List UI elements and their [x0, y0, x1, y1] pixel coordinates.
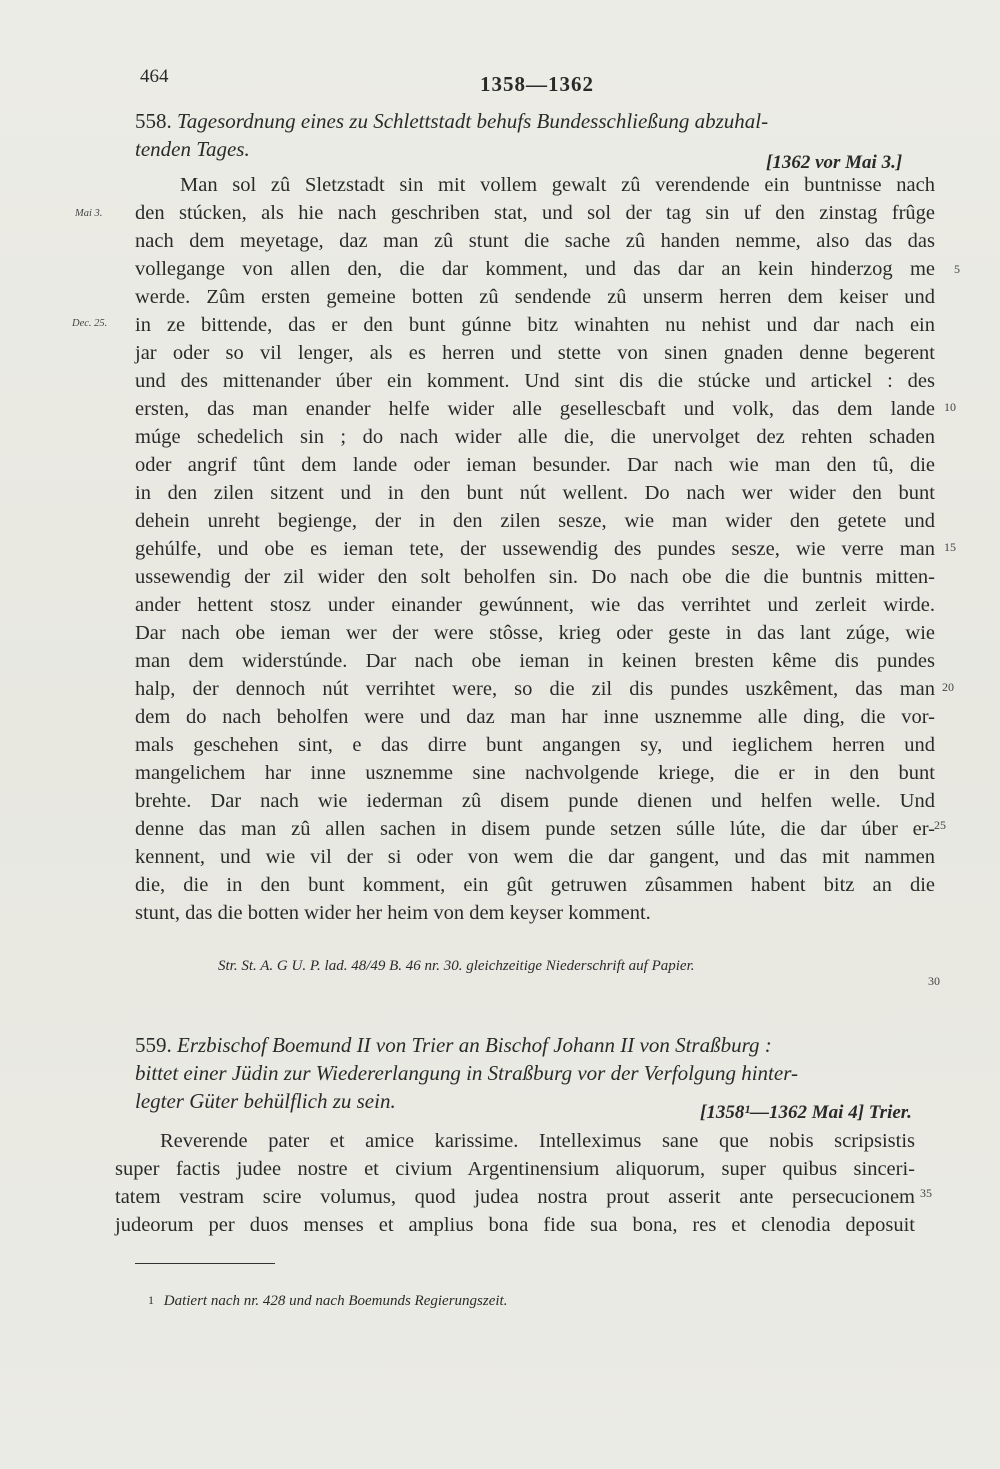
- doc-558-number: 558.: [135, 109, 172, 133]
- doc-559-number: 559.: [135, 1033, 172, 1057]
- footnote: [148, 1293, 507, 1310]
- doc-558-line: nach dem meyetage, daz man zû stunt die sache zû handen nemme, also das das: [135, 230, 935, 252]
- line-number: 35: [920, 1186, 932, 1200]
- doc-558-line: mangelichem har inne usznemme sine nachvolgende kriege, die er in den bunt: [135, 762, 935, 784]
- running-head: 1358—1362: [480, 72, 594, 96]
- doc-558-line: den stúcken, als hie nach geschriben stat, und sol der tag sin uf den zinstag frûge: [135, 202, 935, 224]
- doc-558-line: Man sol zû Sletzstadt sin mit vollem gewalt zû verendende ein buntnisse nach: [180, 174, 935, 196]
- doc-559-title-line3: legter Güter behülflich zu sein.: [135, 1089, 396, 1113]
- doc-558-line: in ze bittende, das er den bunt gúnne bitz winahten nu nehist und dar nach ein: [135, 314, 935, 336]
- doc-559-heading: [135, 1030, 935, 1060]
- line-number: 10: [944, 400, 956, 414]
- margin-note-date: Mai 3.: [75, 208, 103, 219]
- doc-558-line: mals geschehen sint, e das dirre bunt angangen sy, und ieglichem herren und: [135, 734, 935, 756]
- doc-558-heading: [135, 106, 935, 136]
- doc-558-line: gehúlfe, und obe es ieman tete, der ussewendig des pundes sesze, wie verre man: [135, 538, 935, 560]
- source-citation: Str. St. A. G U. P. lad. 48/49 B. 46 nr. 30. gleichzeitige Niederschrift auf Papier.: [218, 958, 695, 974]
- doc-558-line: in den zilen sitzent und in den bunt nút wellent. Do nach wer wider den bunt: [135, 482, 935, 504]
- doc-558-line: stunt, das die botten wider her heim von dem keyser komment.: [135, 902, 651, 924]
- doc-559-line: tatem vestram scire volumus, quod judea nostra prout asserit ante persecucionem: [115, 1186, 915, 1208]
- line-number: 5: [954, 262, 960, 276]
- footnote-marker: 1: [148, 1293, 154, 1307]
- doc-559-date: [1358¹—1362 Mai 4] Trier.: [700, 1102, 912, 1123]
- doc-558-line: halp, der dennoch nút verrihtet were, so die zil dis pundes uszkêment, das man: [135, 678, 935, 700]
- doc-558-line: ander hettent stosz under einander gewúnnent, wie das verrihtet und zerleit wirde.: [135, 594, 935, 616]
- footnote-rule: [135, 1263, 275, 1264]
- doc-559-title-line2: bittet einer Jüdin zur Wiedererlangung in Straßburg vor der Verfolgung hinter-: [135, 1061, 798, 1085]
- line-number: 15: [944, 540, 956, 554]
- doc-558-line: denne das man zû allen sachen in disem punde setzen súlle lúte, die dar úber er-: [135, 818, 935, 840]
- doc-558-line: múge schedelich sin ; do nach wider alle die, die unervolget dez rehten schaden: [135, 426, 935, 448]
- doc-558-date: [1362 vor Mai 3.]: [766, 152, 903, 173]
- line-number: 25: [934, 818, 946, 832]
- line-number: 20: [942, 680, 954, 694]
- doc-559-line: Reverende pater et amice karissime. Intelleximus sane que nobis scripsistis: [160, 1130, 915, 1152]
- doc-559-title-line1: Erzbischof Boemund II von Trier an Bischof Johann II von Straßburg :: [177, 1033, 772, 1057]
- doc-558-title-line1: Tagesordnung eines zu Schlettstadt behufs Bundesschließung abzuhal-: [177, 109, 769, 133]
- doc-558-line: jar oder so vil lenger, als es herren und stette von sinen gnaden denne begerent: [135, 342, 935, 364]
- doc-559-line: super factis judee nostre et civium Argentinensium aliquorum, super quibus sinceri-: [115, 1158, 915, 1180]
- doc-558-line: kennent, und wie vil der si oder von wem die dar gangent, und das mit nammen: [135, 846, 935, 868]
- doc-558-line: Dar nach obe ieman wer der were stôsse, krieg oder geste in das lant zúge, wie: [135, 622, 935, 644]
- doc-558-line: und des mittenander úber ein komment. Und sint dis die stúcke und artickel : des: [135, 370, 935, 392]
- doc-558-line: ersten, das man enander helfe wider alle gesellescbaft und volk, das dem lande: [135, 398, 935, 420]
- doc-558-line: werde. Zûm ersten gemeine botten zû sendende zû unserm herren dem keiser und: [135, 286, 935, 308]
- doc-558-title-line2: tenden Tages.: [135, 137, 250, 161]
- footnote-text: Datiert nach nr. 428 und nach Boemunds Regierungszeit.: [163, 1293, 508, 1309]
- doc-558-line: brehte. Dar nach wie iederman zû disem punde dienen und helfen welle. Und: [135, 790, 935, 812]
- doc-558-line: vollegange von allen den, die dar komment, und das dar an kein hinderzog me: [135, 258, 935, 280]
- line-number: 30: [928, 974, 940, 988]
- doc-558-line: man dem widerstúnde. Dar nach obe ieman in keinen bresten kême dis pundes: [135, 650, 935, 672]
- doc-558-line: dehein unreht begienge, der in den zilen sesze, wie man wider den getete und: [135, 510, 935, 532]
- doc-558-line: ussewendig der zil wider den solt beholfen sin. Do nach obe die die buntnis mitten-: [135, 566, 935, 588]
- doc-558-line: oder angrif tûnt dem lande oder ieman besunder. Dar nach wie man den tû, die: [135, 454, 935, 476]
- margin-note-date: Dec. 25.: [72, 318, 108, 329]
- doc-558-line: die, die in den bunt komment, ein gût getruwen zûsammen habent bitz an die: [135, 874, 935, 896]
- page-number: 464: [140, 66, 169, 87]
- doc-559-line: judeorum per duos menses et amplius bona fide sua bona, res et clenodia deposuit: [115, 1214, 915, 1236]
- doc-558-line: dem do nach beholfen were und daz man har inne usznemme alle ding, die vor-: [135, 706, 935, 728]
